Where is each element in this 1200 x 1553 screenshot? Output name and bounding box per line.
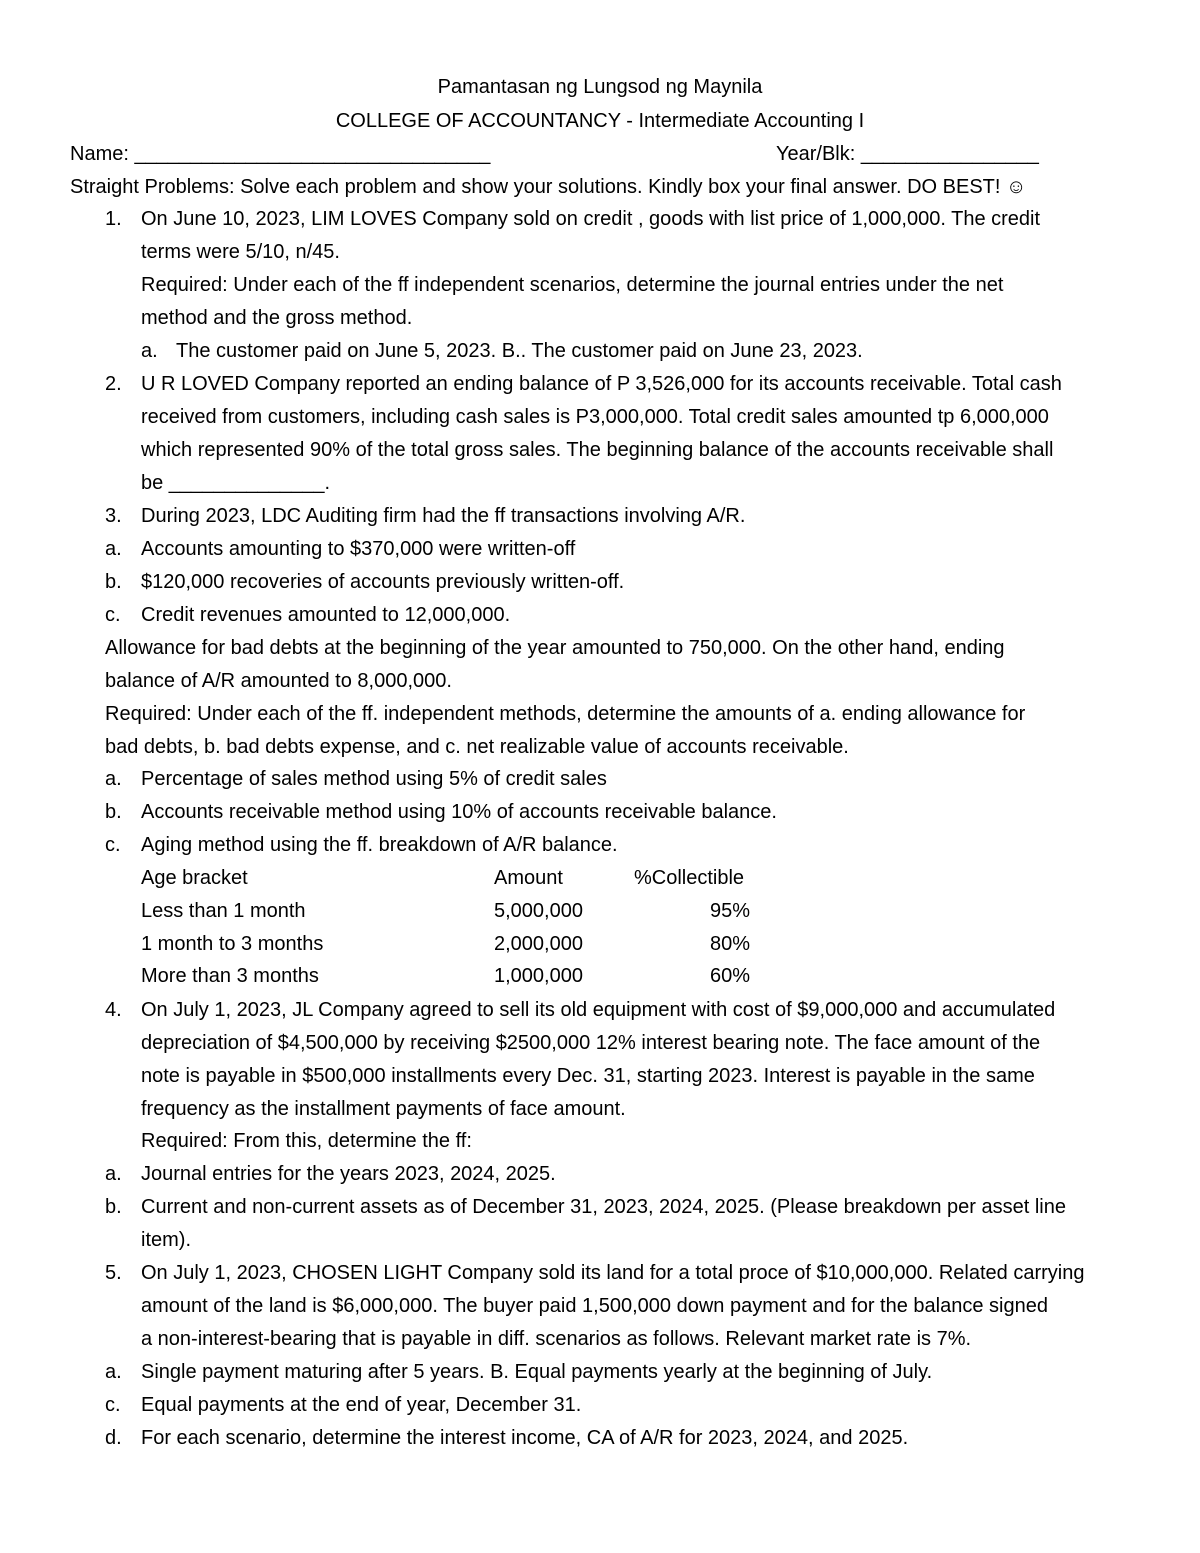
problem-5-text: a non-interest-bearing that is payable in diff. scenarios as follows. Relevant market rate is 7%. <box>141 1328 972 1350</box>
list-item-letter: c. <box>105 834 121 856</box>
problem-3-number: 3. <box>105 505 122 527</box>
problem-3-required: bad debts, b. bad debts expense, and c. net realizable value of accounts receivable. <box>105 736 849 758</box>
problem-1-number: 1. <box>105 208 122 230</box>
table-header: Age bracket <box>141 867 248 889</box>
problem-1-required: method and the gross method. <box>141 307 413 329</box>
list-item-letter: d. <box>105 1427 122 1449</box>
university-title: Pamantasan ng Lungsod ng Maynila <box>437 76 763 98</box>
list-item-letter: b. <box>105 1196 122 1218</box>
list-item: Aging method using the ff. breakdown of A/R balance. <box>141 834 618 856</box>
instructions: Straight Problems: Solve each problem and show your solutions. Kindly box your final answer. DO BEST! ☺ <box>70 176 1027 198</box>
table-cell: 2,000,000 <box>494 933 583 955</box>
problem-1-text: On June 10, 2023, LIM LOVES Company sold on credit , goods with list price of 1,000,000. The credit <box>141 208 1041 230</box>
table-cell: 1 month to 3 months <box>141 933 324 955</box>
list-item-letter: a. <box>105 538 122 560</box>
problem-3-text: During 2023, LDC Auditing firm had the ff transactions involving A/R. <box>141 505 746 527</box>
list-item: $120,000 recoveries of accounts previously written-off. <box>141 571 625 593</box>
year-block-field: Year/Blk: ________________ <box>776 143 1039 165</box>
table-cell: Less than 1 month <box>141 900 306 922</box>
problem-4-text: note is payable in $500,000 installments every Dec. 31, starting 2023. Interest is payable in the same <box>141 1065 1035 1087</box>
problem-5-text: On July 1, 2023, CHOSEN LIGHT Company sold its land for a total proce of $10,000,000. Related carrying <box>141 1262 1085 1284</box>
problem-5-number: 5. <box>105 1262 122 1284</box>
problem-1-text: terms were 5/10, n/45. <box>141 241 340 263</box>
list-item-letter: c. <box>105 1394 121 1416</box>
table-header: Amount <box>494 867 563 889</box>
problem-4-text: depreciation of $4,500,000 by receiving $2500,000 12% interest bearing note. The face amount of the <box>141 1032 1041 1054</box>
problem-1-sub-letter: a. <box>141 340 158 362</box>
problem-2-text: received from customers, including cash sales is P3,000,000. Total credit sales amounted tp 6,000,000 <box>141 406 1049 428</box>
table-cell: 80% <box>709 933 750 955</box>
table-cell: 1,000,000 <box>494 965 583 987</box>
problem-1-scenarios: The customer paid on June 5, 2023. B.. The customer paid on June 23, 2023. <box>176 340 863 362</box>
problem-4-required: Required: From this, determine the ff: <box>141 1130 472 1152</box>
problem-4-text: On July 1, 2023, JL Company agreed to sell its old equipment with cost of $9,000,000 and accumulated <box>141 999 1056 1021</box>
college-course-title: COLLEGE OF ACCOUNTANCY - Intermediate Accounting I <box>335 110 865 132</box>
list-item: Accounts receivable method using 10% of accounts receivable balance. <box>141 801 777 823</box>
list-item: Credit revenues amounted to 12,000,000. <box>141 604 511 626</box>
problem-4-text: frequency as the installment payments of face amount. <box>141 1098 626 1120</box>
list-item: Equal payments at the end of year, December 31. <box>141 1394 582 1416</box>
list-item-letter: a. <box>105 768 122 790</box>
list-item: Percentage of sales method using 5% of credit sales <box>141 768 607 790</box>
problem-2-text: which represented 90% of the total gross sales. The beginning balance of the accounts receivable shall <box>141 439 1054 461</box>
list-item-letter: b. <box>105 801 122 823</box>
list-item-letter: a. <box>105 1361 122 1383</box>
problem-2-text: be ______________. <box>141 472 331 494</box>
problem-3-required: Required: Under each of the ff. independent methods, determine the amounts of a. ending allowance for <box>105 703 1026 725</box>
problem-5-text: amount of the land is $6,000,000. The buyer paid 1,500,000 down payment and for the balance signed <box>141 1295 1048 1317</box>
list-item: For each scenario, determine the interest income, CA of A/R for 2023, 2024, and 2025. <box>141 1427 909 1449</box>
list-item: Current and non-current assets as of December 31, 2023, 2024, 2025. (Please breakdown per asset line <box>141 1196 1066 1218</box>
list-item-letter: a. <box>105 1163 122 1185</box>
problem-2-number: 2. <box>105 373 122 395</box>
problem-3-paragraph: Allowance for bad debts at the beginning of the year amounted to 750,000. On the other hand, ending <box>105 637 1005 659</box>
list-item: Journal entries for the years 2023, 2024, 2025. <box>141 1163 556 1185</box>
list-item: Single payment maturing after 5 years. B. Equal payments yearly at the beginning of July. <box>141 1361 933 1383</box>
problem-1-required: Required: Under each of the ff independent scenarios, determine the journal entries under the net <box>141 274 1004 296</box>
list-item-continuation: item). <box>141 1229 191 1251</box>
list-item-letter: b. <box>105 571 122 593</box>
table-cell: 60% <box>709 965 750 987</box>
table-cell: More than 3 months <box>141 965 319 987</box>
problem-2-text: U R LOVED Company reported an ending balance of P 3,526,000 for its accounts receivable. Total cash <box>141 373 1062 395</box>
list-item: Accounts amounting to $370,000 were written-off <box>141 538 576 560</box>
list-item-letter: c. <box>105 604 121 626</box>
problem-3-paragraph: balance of A/R amounted to 8,000,000. <box>105 670 452 692</box>
problem-4-number: 4. <box>105 999 122 1021</box>
table-cell: 95% <box>709 900 750 922</box>
table-header: %Collectible <box>634 867 745 889</box>
table-cell: 5,000,000 <box>494 900 583 922</box>
name-field: Name: ________________________________ <box>70 143 491 165</box>
